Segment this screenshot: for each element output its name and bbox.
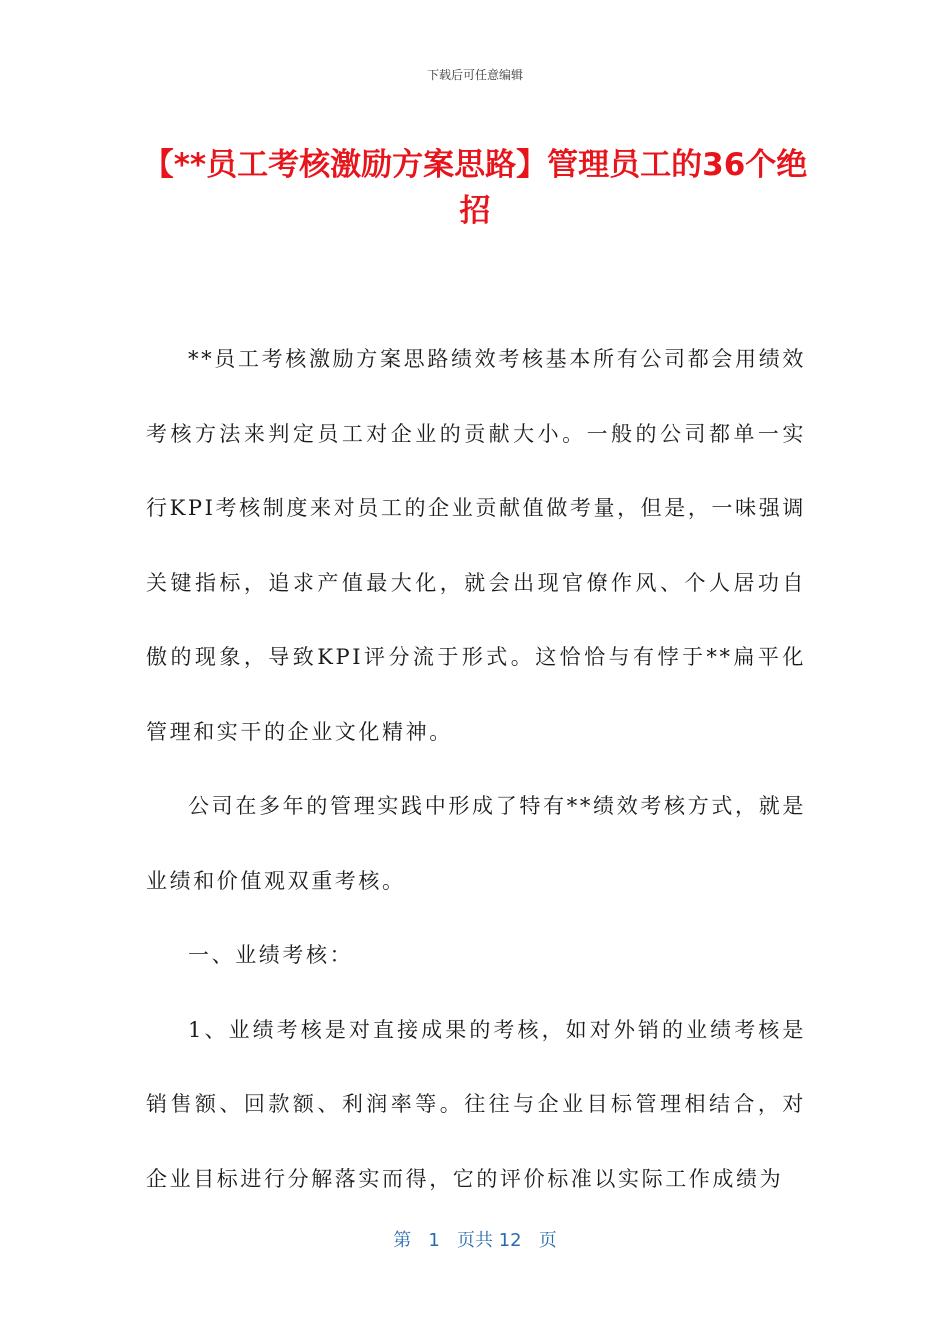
document-body [146,322,806,1216]
paragraph-assessment-method: 公司在多年的管理实践中形成了特有**绩效考核方式，就是业绩和价值观双重考核。 [146,794,806,893]
page-number: 1 [428,1230,440,1251]
section-heading-performance: 一、业绩考核： [188,943,354,967]
paragraph-performance-item-1: 1、业绩考核是对直接成果的考核，如对外销的业绩考核是销售额、回款额、利润率等。往往与企业目标管理相结合，对企业目标进行分解落实而得，它的评价标准以实际工作成绩为 [146,1017,806,1191]
paragraph-intro: **员工考核激励方案思路绩效考核基本所有公司都会用绩效考核方法来判定员工对企业的贡献大小。一般的公司都单一实行KPI考核制度来对员工的企业贡献值做考量，但是，一味强调关键指标，追求产值最大化，就会出现官僚作风、个人居功自傲的现象，导致KPI评分流于形式。这恰恰与有悖于**扁平化管理和实干的企业文化精神。 [146,347,806,744]
page-label-middle: 页共 [456,1230,493,1251]
document-title: 【**员工考核激励方案思路】管理员工的36个绝招 [142,147,808,229]
total-pages: 12 [498,1230,522,1251]
page-label-suffix: 页 [538,1230,557,1251]
page-footer [0,1226,950,1252]
header-note: 下载后可任意编辑 [426,68,523,82]
page-label-prefix: 第 [393,1230,412,1251]
